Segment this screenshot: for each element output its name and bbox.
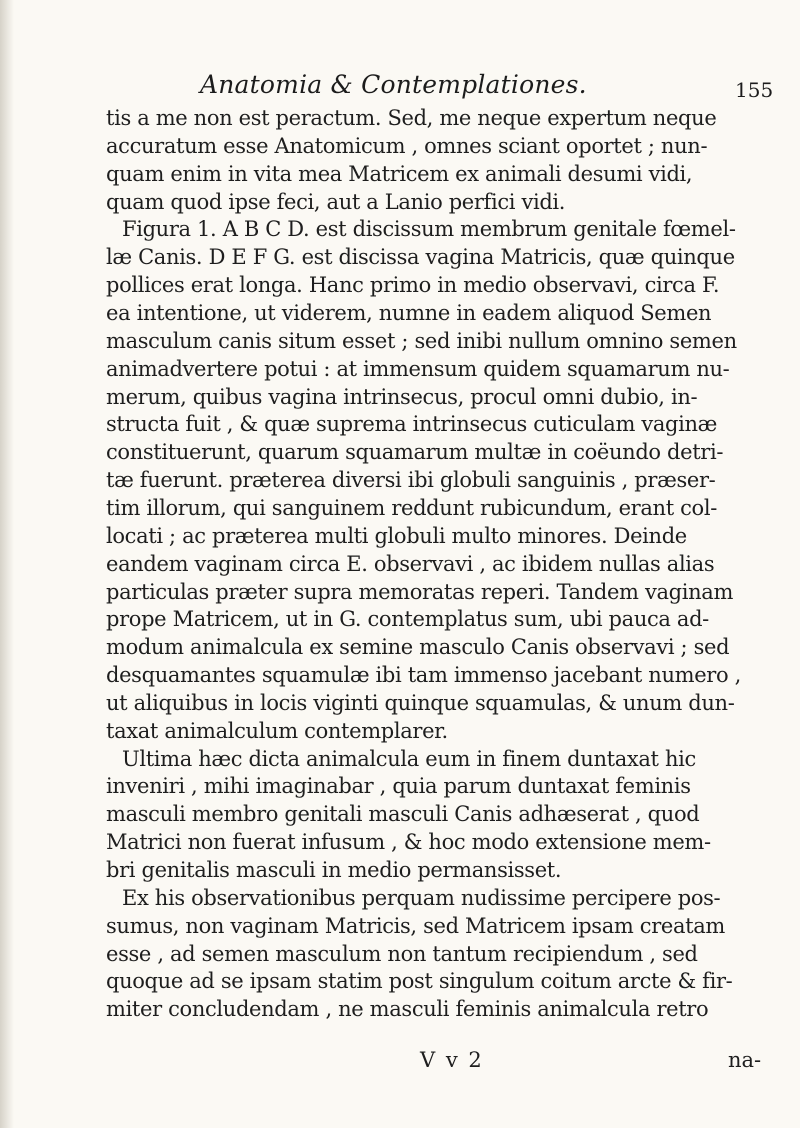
catchword: na- [728,1048,762,1072]
text-line: quoque ad se ipsam statim post singulum coitum arcte & fir- [106,969,733,993]
text-line: accuratum esse Anatomicum , omnes sciant oportet ; nun- [106,134,708,158]
text-line: masculi membro genitali masculi Canis adhæserat , quod [106,802,700,826]
text-line: modum animalcula ex semine masculo Canis observavi ; sed [106,635,730,659]
text-line: læ Canis. D E F G. est discissa vagina Matricis, quæ quinque [106,245,735,269]
text-line: Figura 1. A B C D. est discissum membrum genitale fœmel- [122,217,736,241]
page-number: 155 [735,78,774,102]
text-line: Ex his observationibus perquam nudissime percipere pos- [122,886,721,910]
page-header [0,70,800,104]
text-line: sumus, non vaginam Matricis, sed Matricem ipsam creatam [106,914,725,938]
text-line: locati ; ac præterea multi globuli multo minores. Deinde [106,524,687,548]
text-line: Matrici non fuerat infusum , & hoc modo extensione mem- [106,830,711,854]
text-line: ut aliquibus in locis viginti quinque squamulas, & unum dun- [106,691,735,715]
text-line: quam quod ipse feci, aut a Lanio perfici vidi. [106,190,566,214]
text-line: Ultima hæc dicta animalcula eum in finem duntaxat hic [122,747,696,771]
text-line: inveniri , mihi imaginabar , quia parum duntaxat feminis [106,774,691,798]
text-line: quam enim in vita mea Matricem ex animali desumi vidi, [106,162,693,186]
text-line: tæ fuerunt. præterea diversi ibi globuli sanguinis , præser- [106,468,716,492]
text-line: bri genitalis masculi in medio permansisset. [106,858,562,882]
text-line: merum, quibus vagina intrinsecus, procul omni dubio, in- [106,385,698,409]
page-footer [0,1048,800,1078]
text-line: esse , ad semen masculum non tantum recipiendum , sed [106,942,698,966]
text-line: taxat animalculum contemplarer. [106,719,448,743]
text-line: masculum canis situm esset ; sed inibi nullum omnino semen [106,329,737,353]
text-line: tis a me non est peractum. Sed, me neque expertum neque [106,106,717,130]
text-line: tim illorum, qui sanguinem reddunt rubicundum, erant col- [106,496,717,520]
text-line: animadvertere potui : at immensum quidem squamarum nu- [106,357,730,381]
text-line: constituerunt, quarum squamarum multæ in coëundo detri- [106,440,724,464]
text-line: miter concludendam , ne masculi feminis animalcula retro [106,997,709,1021]
signature-mark: V v 2 [420,1048,484,1072]
running-title: Anatomia & Contemplationes. [200,70,587,99]
text-line: particulas præter supra memoratas reperi. Tandem vaginam [106,580,734,604]
text-line: structa fuit , & quæ suprema intrinsecus cuticulam vaginæ [106,412,718,436]
text-line: prope Matricem, ut in G. contemplatus sum, ubi pauca ad- [106,607,709,631]
page-gutter-shadow [0,0,14,1128]
text-line: ea intentione, ut viderem, numne in eadem aliquod Semen [106,301,712,325]
text-line: eandem vaginam circa E. observavi , ac ibidem nullas alias [106,552,715,576]
text-line: pollices erat longa. Hanc primo in medio observavi, circa F. [106,273,720,297]
text-line: desquamantes squamulæ ibi tam immenso jacebant numero , [106,663,741,687]
